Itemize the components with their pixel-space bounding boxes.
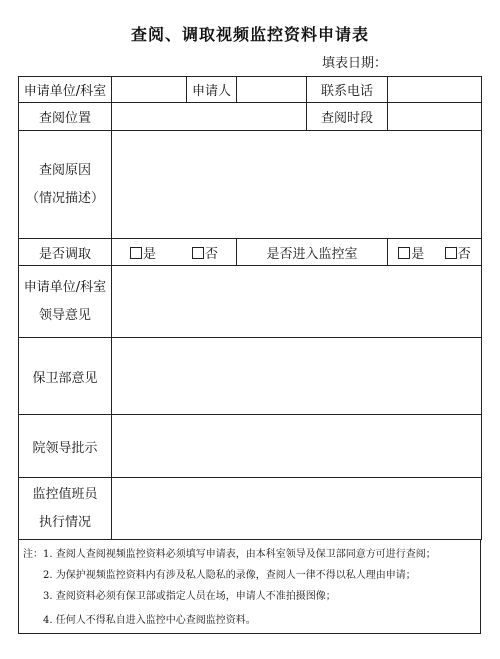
row-duty (19, 478, 482, 540)
period-field[interactable] (388, 103, 482, 131)
applicant-unit-label: 申请单位/科室 (19, 77, 112, 103)
security-opinion-field[interactable] (112, 338, 482, 415)
retrieve-no-label: 否 (204, 246, 218, 262)
application-form-table (18, 76, 482, 540)
duty-label-line2: 执行情况 (38, 514, 91, 530)
applicant-unit-field[interactable] (112, 77, 187, 103)
checkbox-icon (192, 247, 204, 259)
location-field[interactable] (112, 103, 307, 131)
row-security-opinion (19, 338, 482, 415)
enter-room-no-option[interactable] (445, 243, 471, 262)
applicant-label: 申请人 (187, 77, 237, 103)
note-item: 2. 为保护视频监控资料内有涉及私人隐私的录像，查阅人一律不得以私人理由申请； (43, 570, 416, 581)
row-hospital-approval (19, 415, 482, 478)
location-label: 查阅位置 (19, 103, 112, 131)
note-item: 3. 查阅资料必须有保卫部或指定人员在场，申请人不准拍摄图像； (43, 591, 336, 602)
hospital-approval-field[interactable] (112, 415, 482, 478)
unit-opinion-label-line2: 领导意见 (38, 307, 91, 323)
retrieve-yes-label: 是 (142, 246, 156, 262)
phone-field[interactable] (388, 77, 482, 103)
enter-room-label: 是否进入监控室 (237, 239, 388, 266)
fill-date-label: 填表日期： (322, 56, 388, 71)
retrieve-yes-option[interactable] (130, 243, 156, 262)
unit-opinion-label-line1: 申请单位/科室 (23, 279, 107, 295)
duty-field[interactable] (112, 478, 482, 540)
row-unit-opinion (19, 266, 482, 338)
reason-label-line1: 查阅原因 (38, 162, 91, 178)
duty-label-line1: 监控值班员 (32, 486, 98, 502)
form-title: 查阅、调取视频监控资料申请表 (130, 25, 369, 44)
phone-label: 联系电话 (307, 77, 388, 103)
enter-room-yes-label: 是 (411, 246, 425, 262)
retrieve-label: 是否调取 (19, 239, 112, 266)
checkbox-icon (398, 247, 410, 259)
row-reason (19, 131, 482, 239)
hospital-approval-label: 院领导批示 (19, 415, 112, 478)
note-item: 4. 任何人不得私自进入监控中心查阅监控资料。 (43, 615, 256, 626)
checkbox-icon (445, 247, 457, 259)
notes-prefix: 注： (23, 549, 43, 560)
security-opinion-label: 保卫部意见 (19, 338, 112, 415)
unit-opinion-label (19, 266, 112, 338)
period-label: 查阅时段 (307, 103, 388, 131)
enter-room-no-label: 否 (457, 246, 471, 262)
enter-room-yes-option[interactable] (398, 243, 424, 262)
row-location (19, 103, 482, 131)
row-applicant (19, 77, 482, 103)
enter-room-options (388, 239, 482, 266)
checkbox-icon (130, 247, 142, 259)
unit-opinion-field[interactable] (112, 266, 482, 338)
duty-label (19, 478, 112, 540)
reason-field[interactable] (112, 131, 482, 239)
reason-label (19, 131, 112, 239)
retrieve-no-option[interactable] (192, 243, 218, 262)
row-retrieve (19, 239, 482, 266)
applicant-field[interactable] (237, 77, 307, 103)
reason-label-line2: （情况描述） (25, 190, 104, 206)
retrieve-options (112, 239, 237, 266)
note-item: 1. 查阅人查阅视频监控资料必须填写申请表，由本科室领导及保卫部同意方可进行查阅； (43, 549, 436, 560)
notes-box (18, 539, 481, 634)
